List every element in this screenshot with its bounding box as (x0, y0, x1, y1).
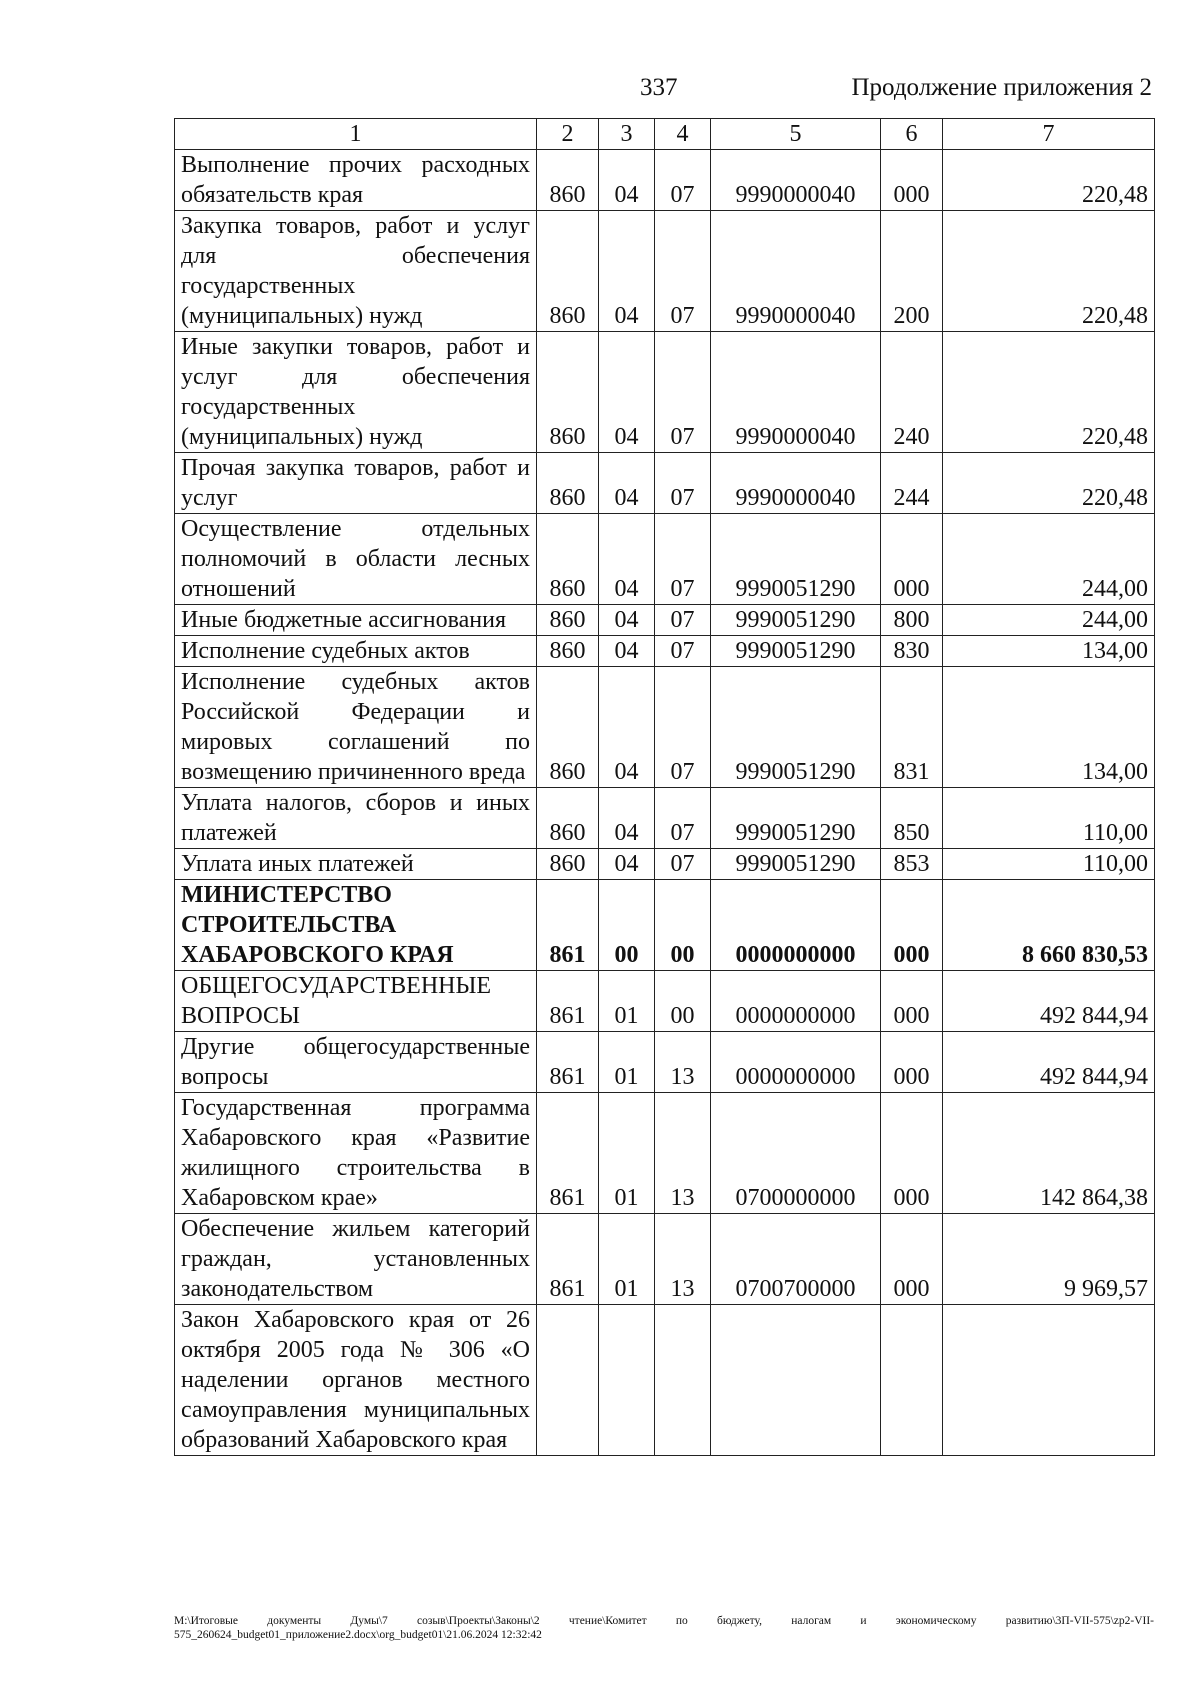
code-cell: 01 (599, 971, 655, 1032)
amount-cell: 8 660 830,53 (943, 880, 1155, 971)
page-number: 337 (640, 74, 678, 101)
code-cell: 000 (881, 880, 943, 971)
code-cell: 04 (599, 849, 655, 880)
table-row (175, 332, 1155, 453)
code-cell: 07 (655, 211, 711, 332)
amount-cell: 220,48 (943, 453, 1155, 514)
table-row (175, 1093, 1155, 1214)
code-cell (599, 1305, 655, 1456)
code-cell: 07 (655, 453, 711, 514)
code-cell: 9990000040 (711, 150, 881, 211)
table-row (175, 788, 1155, 849)
code-cell: 9990051290 (711, 605, 881, 636)
table-row (175, 880, 1155, 971)
amount-cell: 220,48 (943, 211, 1155, 332)
row-title-cell: Закупка товаров, работ и услуг для обеспечения государственных (муниципальных) нужд (175, 211, 537, 332)
row-title-cell: Осуществление отдельных полномочий в области лесных отношений (175, 514, 537, 605)
table-row (175, 1214, 1155, 1305)
row-title-cell: ОБЩЕГОСУДАРСТВЕННЫЕ ВОПРОСЫ (175, 971, 537, 1032)
code-cell: 831 (881, 667, 943, 788)
code-cell: 0000000000 (711, 880, 881, 971)
code-cell: 850 (881, 788, 943, 849)
table-row (175, 605, 1155, 636)
table-row (175, 1032, 1155, 1093)
code-cell: 00 (655, 971, 711, 1032)
code-cell (881, 1305, 943, 1456)
code-cell: 04 (599, 514, 655, 605)
code-cell: 07 (655, 332, 711, 453)
code-cell: 04 (599, 605, 655, 636)
code-cell: 9990051290 (711, 514, 881, 605)
code-cell: 860 (537, 150, 599, 211)
code-cell: 04 (599, 150, 655, 211)
amount-cell: 220,48 (943, 332, 1155, 453)
code-cell: 9990051290 (711, 788, 881, 849)
code-cell: 01 (599, 1032, 655, 1093)
code-cell: 0700700000 (711, 1214, 881, 1305)
continuation-caption: Продолжение приложения 2 (851, 74, 1152, 101)
amount-cell: 244,00 (943, 605, 1155, 636)
code-cell: 9990051290 (711, 667, 881, 788)
code-cell: 0000000000 (711, 971, 881, 1032)
code-cell: 04 (599, 667, 655, 788)
amount-cell (943, 1305, 1155, 1456)
code-cell: 00 (599, 880, 655, 971)
column-header: 4 (655, 119, 711, 150)
code-cell: 13 (655, 1032, 711, 1093)
code-cell: 9990051290 (711, 849, 881, 880)
row-title-cell: Выполнение прочих расходных обязательств края (175, 150, 537, 211)
amount-cell: 110,00 (943, 788, 1155, 849)
amount-cell: 244,00 (943, 514, 1155, 605)
code-cell: 9990000040 (711, 453, 881, 514)
code-cell: 861 (537, 971, 599, 1032)
code-cell: 13 (655, 1093, 711, 1214)
table-row (175, 453, 1155, 514)
code-cell: 07 (655, 788, 711, 849)
code-cell: 860 (537, 788, 599, 849)
code-cell: 000 (881, 1032, 943, 1093)
code-cell: 01 (599, 1093, 655, 1214)
table-row (175, 211, 1155, 332)
amount-cell: 142 864,38 (943, 1093, 1155, 1214)
code-cell: 04 (599, 636, 655, 667)
code-cell: 240 (881, 332, 943, 453)
amount-cell: 134,00 (943, 667, 1155, 788)
code-cell: 000 (881, 1093, 943, 1214)
table-row (175, 971, 1155, 1032)
amount-cell: 492 844,94 (943, 971, 1155, 1032)
code-cell (655, 1305, 711, 1456)
code-cell: 000 (881, 514, 943, 605)
amount-cell: 134,00 (943, 636, 1155, 667)
code-cell: 860 (537, 453, 599, 514)
row-title-cell: Исполнение судебных актов Российской Федерации и мировых соглашений по возмещению причиненного вреда (175, 667, 537, 788)
code-cell: 800 (881, 605, 943, 636)
code-cell: 07 (655, 605, 711, 636)
code-cell: 0000000000 (711, 1032, 881, 1093)
table-row (175, 636, 1155, 667)
column-header: 6 (881, 119, 943, 150)
code-cell: 01 (599, 1214, 655, 1305)
code-cell: 9990000040 (711, 211, 881, 332)
row-title-cell: Обеспечение жильем категорий граждан, установленных законодательством (175, 1214, 537, 1305)
table-header-row (175, 119, 1155, 150)
amount-cell: 110,00 (943, 849, 1155, 880)
code-cell: 860 (537, 667, 599, 788)
code-cell: 200 (881, 211, 943, 332)
column-header: 7 (943, 119, 1155, 150)
row-title-cell: Иные бюджетные ассигнования (175, 605, 537, 636)
code-cell (537, 1305, 599, 1456)
code-cell: 861 (537, 1214, 599, 1305)
code-cell: 830 (881, 636, 943, 667)
code-cell: 07 (655, 849, 711, 880)
amount-cell: 220,48 (943, 150, 1155, 211)
code-cell: 861 (537, 1032, 599, 1093)
code-cell: 9990051290 (711, 636, 881, 667)
code-cell: 853 (881, 849, 943, 880)
row-title-cell: МИНИСТЕРСТВО СТРОИТЕЛЬСТВА ХАБАРОВСКОГО КРАЯ (175, 880, 537, 971)
table-body (175, 150, 1155, 1456)
row-title-cell: Уплата налогов, сборов и иных платежей (175, 788, 537, 849)
code-cell: 00 (655, 880, 711, 971)
table-row (175, 1305, 1155, 1456)
code-cell: 000 (881, 150, 943, 211)
code-cell: 000 (881, 971, 943, 1032)
code-cell: 860 (537, 514, 599, 605)
code-cell: 860 (537, 211, 599, 332)
code-cell: 07 (655, 636, 711, 667)
code-cell: 860 (537, 636, 599, 667)
column-header: 2 (537, 119, 599, 150)
code-cell: 861 (537, 880, 599, 971)
code-cell: 0700000000 (711, 1093, 881, 1214)
row-title-cell: Уплата иных платежей (175, 849, 537, 880)
row-title-cell: Другие общегосударственные вопросы (175, 1032, 537, 1093)
code-cell: 04 (599, 453, 655, 514)
code-cell: 04 (599, 211, 655, 332)
row-title-cell: Иные закупки товаров, работ и услуг для обеспечения государственных (муниципальных) нужд (175, 332, 537, 453)
code-cell: 000 (881, 1214, 943, 1305)
row-title-cell: Государственная программа Хабаровского края «Развитие жилищного строительства в Хабаровском крае» (175, 1093, 537, 1214)
code-cell: 07 (655, 514, 711, 605)
code-cell: 861 (537, 1093, 599, 1214)
code-cell: 860 (537, 605, 599, 636)
budget-table (174, 118, 1155, 1456)
code-cell: 13 (655, 1214, 711, 1305)
code-cell: 860 (537, 849, 599, 880)
column-header: 3 (599, 119, 655, 150)
row-title-cell: Исполнение судебных актов (175, 636, 537, 667)
row-title-cell: Прочая закупка товаров, работ и услуг (175, 453, 537, 514)
code-cell: 04 (599, 788, 655, 849)
table-row (175, 514, 1155, 605)
amount-cell: 492 844,94 (943, 1032, 1155, 1093)
row-title-cell: Закон Хабаровского края от 26 октября 2005 года № 306 «О наделении органов местного самоуправления муниципальных образований Хабаровского края (175, 1305, 537, 1456)
table-row (175, 849, 1155, 880)
table-row (175, 667, 1155, 788)
table-row (175, 150, 1155, 211)
code-cell: 860 (537, 332, 599, 453)
code-cell: 9990000040 (711, 332, 881, 453)
code-cell: 244 (881, 453, 943, 514)
column-header: 5 (711, 119, 881, 150)
column-header: 1 (175, 119, 537, 150)
file-path-footer: M:\Итоговые документы Думы\7 созыв\Проекты\Законы\2 чтение\Комитет по бюджету, налогам и экономическому развитию\3П-VII-575\zp2-VII-575_260624_budget01_приложение2.docx\org_budget01\21.06.2024 12:32:42 (174, 1615, 1154, 1641)
code-cell (711, 1305, 881, 1456)
code-cell: 07 (655, 150, 711, 211)
amount-cell: 9 969,57 (943, 1214, 1155, 1305)
code-cell: 04 (599, 332, 655, 453)
code-cell: 07 (655, 667, 711, 788)
